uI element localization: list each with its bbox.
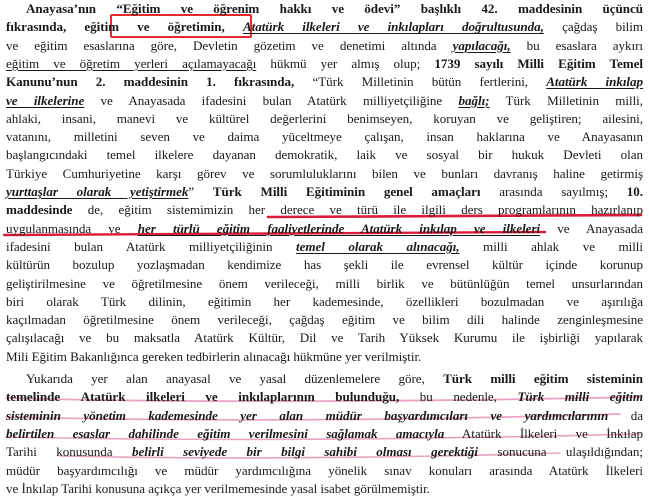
p1-line-16: geliştirilmesine ve öğretilmesine önem verileceği, milli birlik ve bütünlüğün temel unsurlarından <box>6 275 643 291</box>
p1-line-8: vatanını, milletini seven ve daima yüceltmeye çalışan, insan haklarına ve Anayasanın <box>6 129 643 145</box>
p1-line-14: ifadesini bulan Atatürk milliyetçiliğinin temel olarak alınacağı, milli ahlak ve milli <box>6 238 643 254</box>
p1-line-2: fıkrasında, eğitim ve öğretimin, Atatürk ilkeleri ve inkılapları doğrultusunda, çağdaş bilim <box>6 19 643 35</box>
p1-line-6: ve ilkelerine ve Anayasada ifadesini bulan Atatürk milliyetçiliğine bağlı; Türk Milletinin milli, <box>6 92 643 108</box>
p1-line-18: kaçılmadan öğretilmesine önem verileceği, çağdaş eğitim ve bilim dili halinde zenginleşmesine <box>6 312 643 328</box>
p1-line-20: Mili Eğitim Bakanlığınca gereken tedbirlerin alınacağı hükmüne yer verilmiştir. <box>6 348 422 364</box>
p1-line-9: başlangıcındaki temel ilkelere dayanan demokratik, laik ve sosyal bir hukuk Devleti olan <box>6 147 643 163</box>
p1-line-7: ahlaki, insani, manevi ve kültürel değerlerini benimseyen, koruyan ve geliştiren; ailesini, <box>6 110 643 126</box>
p1-line-4: eğitim ve öğretim yerleri açılamayacağı hükmü yer almış olup; 1739 sayılı Milli Eğitim Temel <box>6 55 643 71</box>
p1-line-3: ve eğitim esaslarına göre, Devletin gözetim ve denetimi altında yapılacağı, bu esaslara aykırı <box>6 37 643 53</box>
p1-line-5: Kanunu’nun 2. maddesinin 1. fıkrasında, “Türk Milletinin bütün fertlerini, Atatürk inkılap <box>6 74 644 90</box>
p2-line-5: Tarihi konusunda belirli seviyede bir bilgi sahibi olması gerektiği sonucuna ulaşıldığından; <box>6 444 644 460</box>
p1-line-15: kültürün bozulup yozlaşmadan kendimize has şekli ile evrensel kültür içinde korunup <box>6 257 643 273</box>
p2-line-2: temelinde Atatürk ilkeleri ve inkılaplarının bulunduğu, bu nedenle, Türk milli eğitim <box>6 389 643 405</box>
p1-line-10: Türkiye Cumhuriyetine karşı görev ve sorumluluklarını bilen ve bunları davranış haline getirmiş <box>6 165 643 181</box>
p1-line-13: uygulanmasında ve her türlü eğitim faaliyetlerinde Atatürk inkılap ve ilkeleri ve Anayasada <box>6 220 643 236</box>
p2-line-4: belirtilen esaslar dahilinde eğitim verilmesini sağlamak amacıyla Atatürk İlkeleri ve İnkılap <box>6 425 643 441</box>
boxed-phrase: eğitim ve öğretimin, <box>84 19 243 35</box>
p1-line-19: çalışılacağı ve bu maksatla Atatürk Kültür, Dil ve Tarih Yüksek Kurumu ile işbirliği yapılarak <box>6 330 643 346</box>
p1-line-12: maddesinde de, eğitim sistemimizin her derece ve türü ile ilgili ders programlarının hazırlanıp <box>6 202 643 218</box>
p1-line-17: biri olarak Türk dilinin, eğitimin her kademesinde, özellikleri bozulmadan ve aşırılığa <box>6 293 643 309</box>
p1-line-1: Anayasa’nın “Eğitim ve öğrenim hakkı ve ödevi” başlıklı 42. maddesinin üçüncü <box>26 1 643 16</box>
p2-line-7: ve İnkılap Tarihi konusuna açıkça yer verilmemesinde yasal isabet görülmemiştir. <box>6 480 430 496</box>
p2-line-3: sisteminin yönetim kademesinde yer alan müdür başyardımcıları ve yardımcılarının da <box>6 407 644 423</box>
p2-line-1: Yukarıda yer alan anayasal ve yasal düzenlemelere göre, Türk milli eğitim sisteminin <box>26 371 643 386</box>
p1-line-11: yurttaşlar olarak yetiştirmek” Türk Milli Eğitiminin genel amaçları arasında sayılmış; 10. <box>6 184 643 199</box>
p2-line-6: müdür başyardımcılığı ve müdür yardımcılığına yönelik sınav konuları arasında Atatürk İlkeleri <box>6 462 643 478</box>
